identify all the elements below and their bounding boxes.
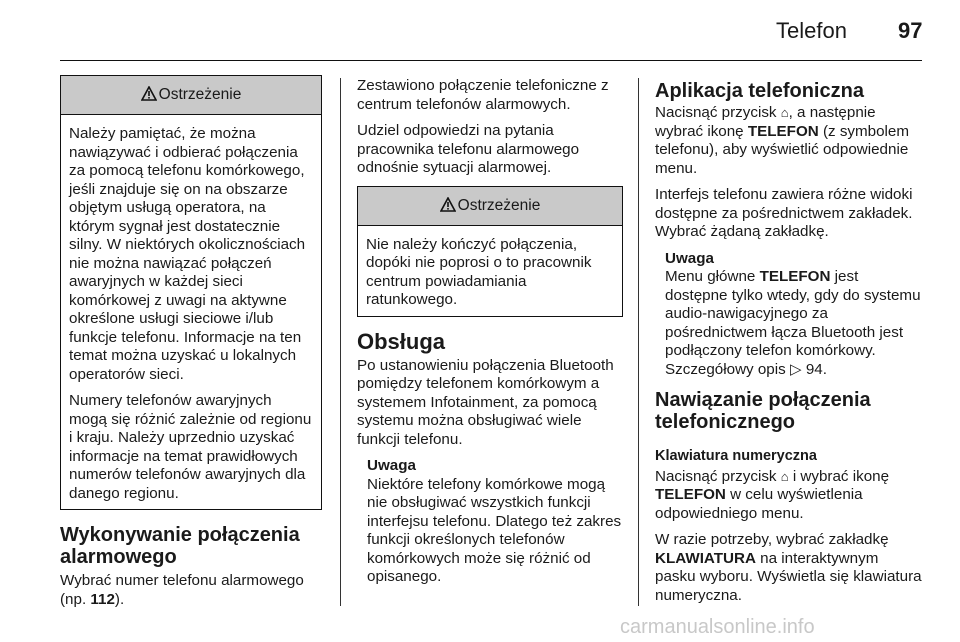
paragraph: Zestawiono połączenie telefoniczne z centrum telefonów alarmowych. <box>357 77 609 113</box>
column-2 <box>357 77 623 595</box>
paragraph: Udziel odpowiedzi na pytania pracownika telefonu alarmowego odnośnie sytuacji alarmowej. <box>357 122 580 176</box>
warning-box <box>357 186 623 317</box>
warning-triangle-icon <box>141 86 157 101</box>
note <box>655 250 923 380</box>
warning-paragraph: Nie należy kończyć połączenia, dopóki nie poprosi o to pracownik centrum powiadamiania ratunkowego. <box>366 235 592 308</box>
warning-header <box>358 187 622 226</box>
page-number: 97 <box>898 18 923 43</box>
note-text: Menu główne TELEFON jest dostępne tylko wtedy, gdy do systemu audio-nawigacyjnego za pośrednictwem łącza Bluetooth jest podłączony telefon komórkowy. Szczegółowy opis ▷ 94. <box>665 268 921 378</box>
paragraph: Nacisnąć przycisk ⌂, a następnie wybrać ikonę TELEFON (z symbolem telefonu), aby wyświetlić odpowiednie menu. <box>655 104 910 177</box>
warning-body <box>61 115 321 509</box>
column-3 <box>655 76 923 613</box>
page-reference[interactable]: 94 <box>805 360 823 378</box>
header-rule <box>60 60 922 61</box>
warning-triangle-icon <box>440 197 456 212</box>
note <box>357 457 623 587</box>
page-reference-arrow-icon: ▷ <box>789 360 802 378</box>
note-title: Uwaga <box>367 457 416 474</box>
home-icon: ⌂ <box>780 105 789 120</box>
warning-title: Ostrzeżenie <box>158 86 242 103</box>
paragraph: Wybrać numer telefonu alarmowego (np. 112). <box>60 572 304 608</box>
paragraph: W razie potrzeby, wybrać zakładkę KLAWIATURA na interaktywnym pasku wyboru. Wyświetla się klawiatura numeryczna. <box>655 531 922 604</box>
column-divider-1 <box>340 78 341 606</box>
page-header-title: Telefon <box>776 18 847 43</box>
section-heading: Wykonywanie połączenia alarmowego <box>60 524 300 568</box>
note-text: Niektóre telefony komórkowe mogą nie obsługiwać wszystkich funkcji interfejsu telefonu. Dlatego też zakres funkcji określonych telefonów komórkowych może się różnić od opisanego. <box>367 475 622 585</box>
section-heading: Nawiązanie połączenia telefonicznego <box>655 389 871 433</box>
note-title: Uwaga <box>665 249 714 267</box>
warning-paragraph: Należy pamiętać, że można nawiązywać i odbierać połączenia za pomocą telefonu komórkowego, jeśli znajduje się on na obszarze objętym usługą operatora, na którym sygnał jest dostatecznie silny. W niektórych okolicznościach nie można nawiązać połączeń awaryjnych w każdej sieci komórkowej z uwagi na aktywne określone usługi sieciowe i/lub funkcje telefonu. Informacje na ten temat można uzyskać u lokalnych operatorów sieci. <box>69 125 306 383</box>
sub-heading: Klawiatura numeryczna <box>655 448 817 464</box>
home-icon: ⌂ <box>780 468 789 484</box>
warning-header <box>61 76 321 115</box>
paragraph: Po ustanowieniu połączenia Bluetooth pomiędzy telefonem komórkowym a systemem Infotainment, za pomocą systemu można obsługiwać wiele funkcji telefonu. <box>357 356 614 448</box>
section-heading: Aplikacja telefoniczna <box>655 80 864 102</box>
paragraph: Interfejs telefonu zawiera różne widoki dostępne za pośrednictwem zakładek. Wybrać żądaną zakładkę. <box>655 186 913 240</box>
paragraph: Nacisnąć przycisk ⌂ i wybrać ikonę TELEFON w celu wyświetlenia odpowiedniego menu. <box>655 467 890 522</box>
column-1 <box>60 75 322 617</box>
warning-box <box>60 75 322 510</box>
watermark: carmanualsonline.info <box>620 616 815 638</box>
column-divider-2 <box>638 78 639 606</box>
section-heading: Obsługa <box>357 328 446 354</box>
warning-title: Ostrzeżenie <box>457 196 541 214</box>
warning-body <box>358 226 622 316</box>
warning-paragraph: Numery telefonów awaryjnych mogą się różnić zależnie od regionu i kraju. Należy uprzednio uzyskać informacje na temat prawidłowych numerów telefonów awaryjnych dla danego regionu. <box>69 392 312 502</box>
